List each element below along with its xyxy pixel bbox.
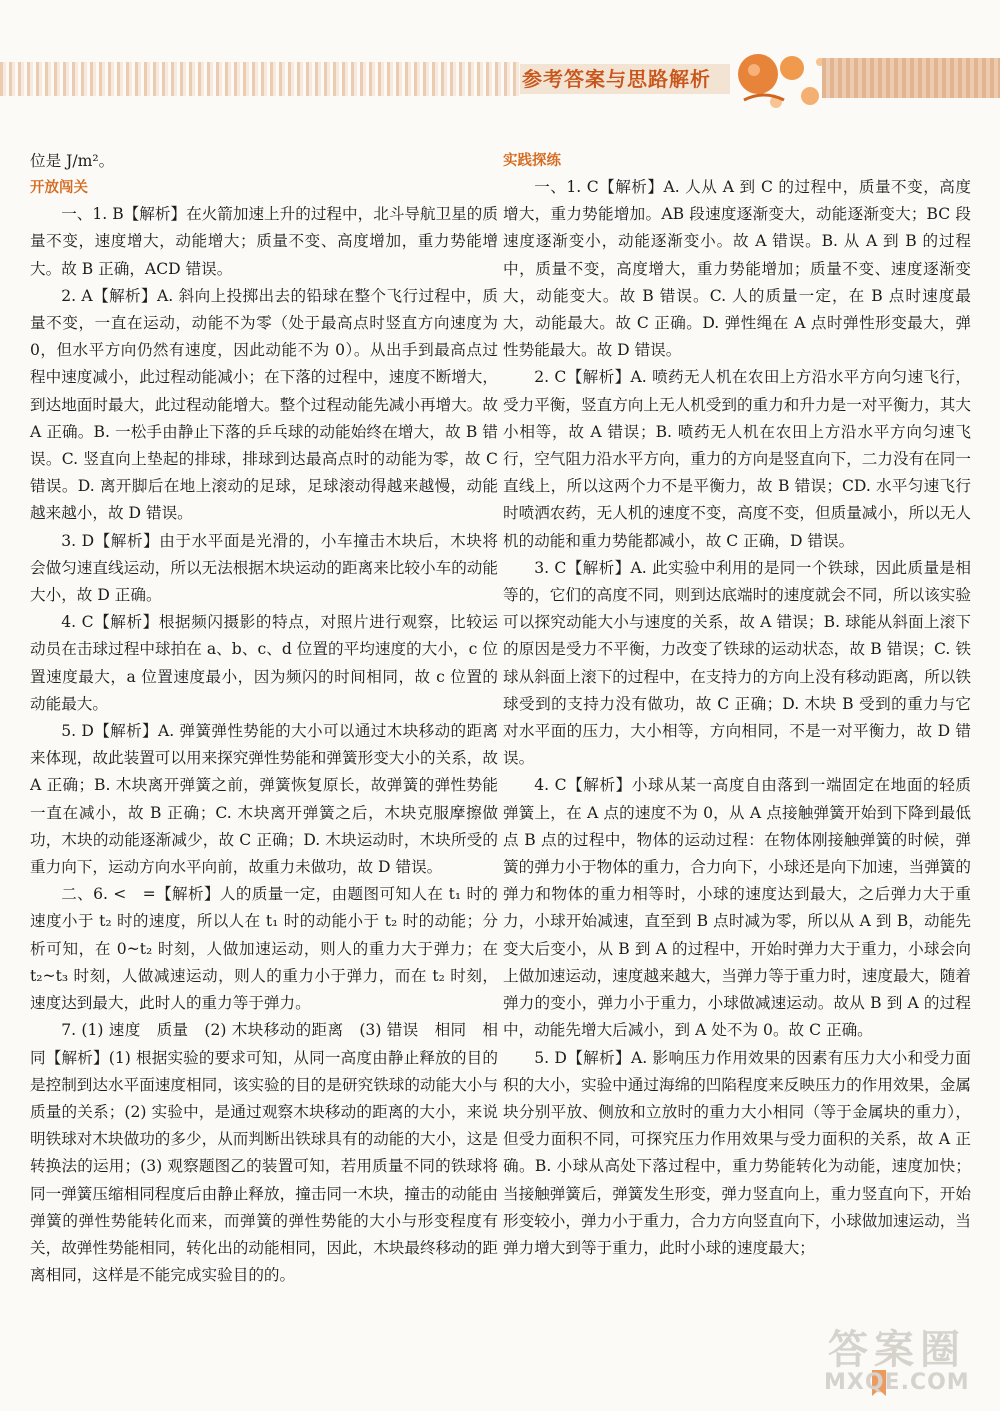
section-heading: 实践探练	[503, 153, 561, 169]
header-texture	[0, 62, 520, 96]
section-heading: 开放闯关	[30, 180, 88, 197]
header-right-texture	[822, 58, 1000, 98]
answer-paragraph: 4. C【解析】小球从某一高度自由落到一端固定在地面的轻质弹簧上，在 A 点的速度不为 0，从 A 点接触弹簧开始到下降到最低点 B 点的过程中，物体的运动过程：在物体刚接触弹簧的时候，弹簧的弹力小于物体的重力，合力向下，小球还是向下加速，当弹簧的弹力和物体的重力相等时，小球的速度达到最大，之后弹力大于重力，小球开始减速，直至到 B 点时减为零，所以从 A 到 B，动能先变大后变小，从 B 到 A 的过程中，开始时弹力大于重力，小球会向上做加速运动，速度越来越大，当弹力等于重力时，速度最大，随着弹力的变小，弹力小于重力，小球做减速运动。故从 B 到 A 的过程中，动能先增大后减小，到 A 处不为 0。故 C 正确。	[503, 776, 971, 1040]
watermark-logo-text: 答案圈	[828, 1327, 966, 1373]
right-column	[503, 148, 971, 1262]
answer-paragraph: 一、1. C【解析】A. 人从 A 到 C 的过程中，质量不变，高度增大，重力势能增加。AB 段速度逐渐变大，动能逐渐变大；BC 段速度逐渐变小，动能逐渐变小。故 A 错误。B. 从 A 到 B 的过程中，质量不变，高度增大，重力势能增加；质量不变、速度逐渐变大，动能变大。故 B 错误。C. 人的质量一定，在 B 点时速度最大，动能最大。故 C 正确。D. 弹性绳在 A 点时弹性形变最大，弹性势能最大。故 D 错误。	[503, 178, 971, 360]
answer-paragraph: 3. C【解析】A. 此实验中利用的是同一个铁球，因此质量是相等的，它们的高度不同，则到达底端时的速度就会不同，所以该实验可以探究动能大小与速度的关系，故 A 错误；B. 球能从斜面上滚下的原因是受力不平衡，力改变了铁球的运动状态，故 B 错误；C. 铁球从斜面上滚下的过程中，在支持力的方向上没有移动距离，所以铁球受到的支持力没有做功，故 C 正确；D. 木块 B 受到的重力与它对水平面的压力，大小相等，方向相同，不是一对平衡力，故 D 错误。	[503, 558, 971, 768]
answer-paragraph: 位是 J/m²。	[30, 152, 115, 170]
left-column	[30, 148, 498, 1289]
page-header	[0, 40, 1000, 122]
answer-paragraph: 4. C【解析】根据频闪摄影的特点，对照片进行观察，比较运动员在击球过程中球拍在 a、b、c、d 位置的平均速度的大小，c 位置速度最大，a 位置速度最小，因为频闪的时间相同，故 c 位置的动能最大。	[30, 613, 498, 713]
answer-paragraph: 2. A【解析】A. 斜向上投掷出去的铅球在整个飞行过程中，质量不变，一直在运动，动能不为零（处于最高点时竖直方向速度为 0，但水平方向仍然有速度，因此动能不为 0）。从出手到最高点过程中速度减小，此过程动能减小；在下落的过程中，速度不断增大，到达地面时最大，此过程动能增大。整个过程动能先减小再增大。故 A 正确。B. 一松手由静止下落的乒乓球的动能始终在增大，故 B 错误。C. 竖直向上垫起的排球，排球到达最高点时的动能为零，故 C 错误。D. 离开脚后在地上滚动的足球，足球滚动得越来越慢，动能越来越小，故 D 错误。	[30, 286, 498, 523]
answer-paragraph: 一、1. B【解析】在火箭加速上升的过程中，北斗导航卫星的质量不变，速度增大，动能增大；质量不变、高度增加，重力势能增大。故 B 正确，ACD 错误。	[30, 205, 498, 278]
watermark-url: MXQE.COM	[824, 1370, 970, 1395]
answer-paragraph: 二、6. < =【解析】人的质量一定，由题图可知人在 t₁ 时的速度小于 t₂ 时的速度，所以人在 t₁ 时的动能小于 t₂ 时的动能；分析可知，在 0~t₂ 时刻，人做加速运动，则人的重力大于弹力；在 t₂~t₃ 时刻，人做减速运动，则人的重力小于弹力，而在 t₂ 时刻，速度达到最大，此时人的重力等于弹力。	[30, 885, 498, 1013]
answer-paragraph: 5. D【解析】A. 影响压力作用效果的因素有压力大小和受力面积的大小，实验中通过海绵的凹陷程度来反映压力的作用效果，金属块分别平放、侧放和立放时的重力大小相同（等于金属块的重力），但受力面积不同，可探究压力作用效果与受力面积的关系，故 A 正确。B. 小球从高处下落过程中，重力势能转化为动能，速度加快；当接触弹簧后，弹簧发生形变，弹力竖直向上，重力竖直向下，开始形变较小，弹力小于重力，合力方向竖直向下，小球做加速运动，当弹力增大到等于重力，此时小球的速度最大；	[503, 1048, 971, 1257]
answer-paragraph: 2. C【解析】A. 喷药无人机在农田上方沿水平方向匀速飞行，受力平衡，竖直方向上无人机受到的重力和升力是一对平衡力，其大小相等，故 A 错误；B. 喷药无人机在农田上方沿水平方向匀速飞行，空气阻力沿水平方向，重力的方向是竖直向下，二力没有在同一直线上，所以这两个力不是平衡力，故 B 错误；CD. 水平匀速飞行时喷洒农药，无人机的速度不变，高度不变，但质量减小，所以无人机的动能和重力势能都减小，故 C 正确，D 错误。	[503, 368, 971, 550]
header-title: 参考答案与思路解析	[522, 67, 711, 91]
orange-bubbles-icon	[730, 40, 830, 122]
answer-paragraph: 3. D【解析】由于水平面是光滑的，小车撞击木块后，木块将会做匀速直线运动，所以无法根据木块运动的距离来比较小车的动能大小，故 D 正确。	[30, 531, 498, 605]
site-watermark	[800, 1318, 990, 1404]
answer-paragraph: 5. D【解析】A. 弹簧弹性势能的大小可以通过木块移动的距离来体现，故此装置可以用来探究弹性势能和弹簧形变大小的关系，故 A 正确；B. 木块离开弹簧之前，弹簧恢复原长，故弹簧的弹性势能一直在减小，故 B 正确；C. 木块离开弹簧之后，木块克服摩擦做功，木块的动能逐渐减少，故 C 正确；D. 木块运动时，木块所受的重力向下，运动方向水平向前，故重力未做功，故 D 错误。	[30, 722, 498, 877]
answer-paragraph: 7. (1) 速度 质量 (2) 木块移动的距离 (3) 错误 相同 相同【解析】(1) 根据实验的要求可知，从同一高度由静止释放的目的是控制到达水平面速度相同，该实验的目的是研究铁球的动能大小与质量的关系；(2) 实验中，是通过观察木块移动的距离的大小，来说明铁球对木块做功的多少，从而判断出铁球具有的动能的大小，这是转换法的运用；(3) 观察题图乙的装置可知，若用质量不同的铁球将同一弹簧压缩相同程度后由静止释放，撞击同一木块，撞击的动能由弹簧的弹性势能转化而来，而弹簧的弹性势能的大小与形变程度有关，故弹性势能相同，转化出的动能相同，因此，木块最终移动的距离相同，这样是不能完成实验目的的。	[30, 1021, 498, 1285]
